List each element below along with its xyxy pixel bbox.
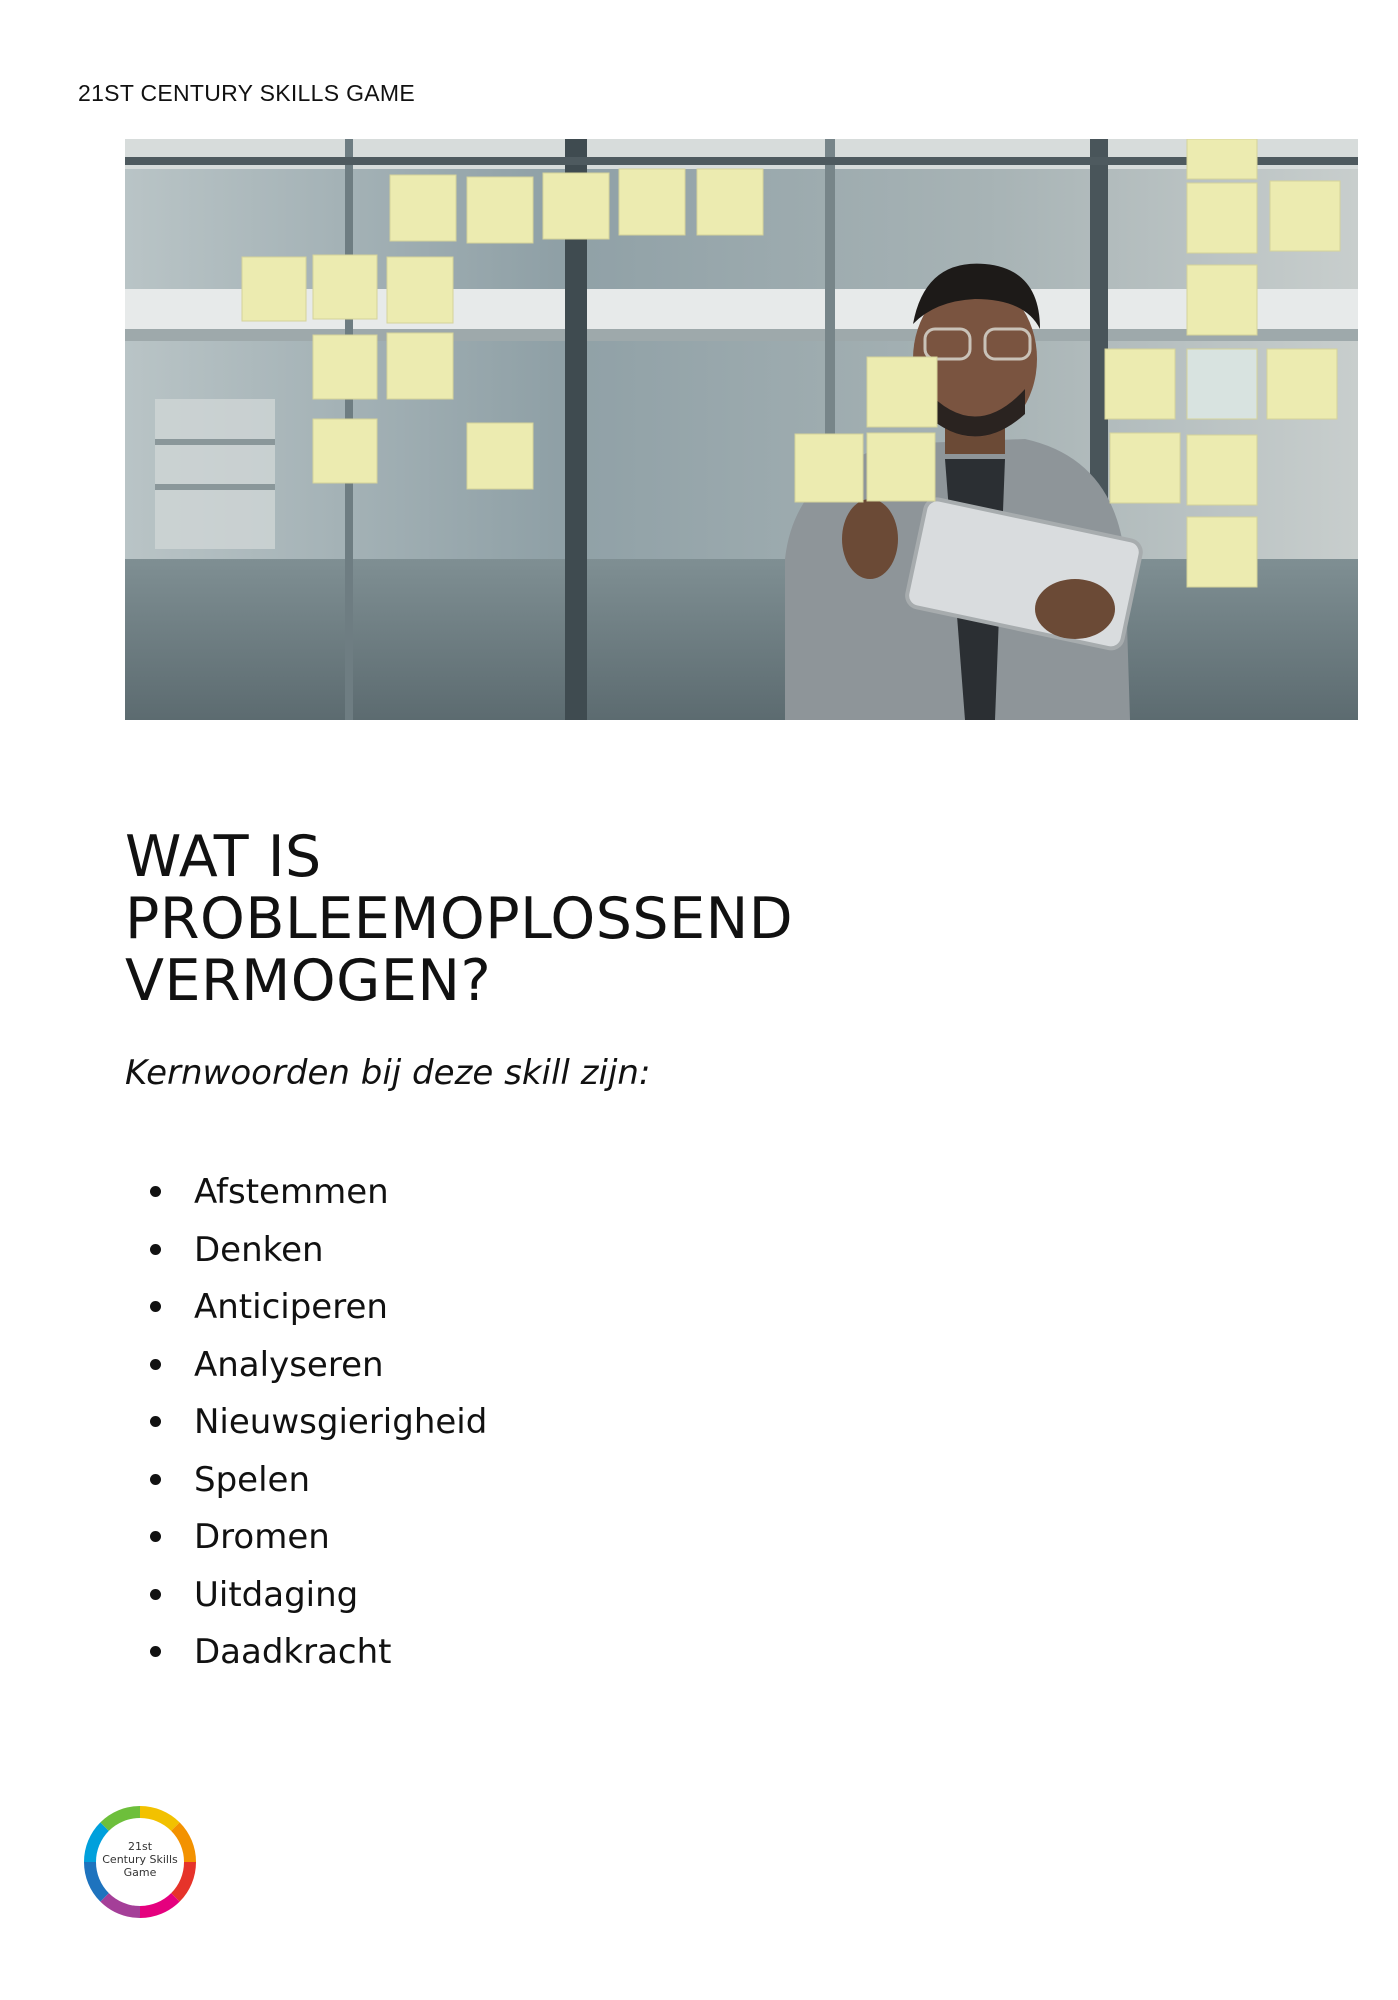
keyword-list	[125, 1168, 487, 1686]
title-line-1: WAT IS	[125, 824, 322, 890]
photo-illustration	[125, 139, 1358, 720]
list-item	[125, 1341, 487, 1399]
bullet-icon	[150, 1646, 161, 1657]
list-item	[125, 1513, 487, 1571]
list-item	[125, 1226, 487, 1284]
keyword-label: Uitdaging	[194, 1574, 359, 1615]
logo-line-1: 21st	[127, 1840, 153, 1853]
hero-photo	[125, 139, 1358, 720]
list-item	[125, 1628, 487, 1686]
keyword-label: Dromen	[194, 1517, 330, 1557]
keyword-label: Afstemmen	[194, 1172, 389, 1212]
logo-line-3: Game	[123, 1866, 157, 1879]
keyword-label: Nieuwsgierigheid	[194, 1402, 488, 1442]
keyword-label: Daadkracht	[194, 1632, 392, 1672]
list-item	[125, 1398, 487, 1456]
bullet-icon	[150, 1474, 161, 1485]
bullet-icon	[150, 1589, 161, 1600]
list-item	[125, 1283, 487, 1341]
list-item	[125, 1456, 487, 1514]
keyword-label: Anticiperen	[194, 1287, 388, 1327]
bullet-icon	[150, 1301, 161, 1312]
bullet-icon	[150, 1359, 161, 1370]
list-item	[125, 1168, 487, 1226]
title-line-2: PROBLEEMOPLOSSEND	[125, 886, 794, 952]
logo-text	[84, 1840, 196, 1879]
keyword-label: Analyseren	[194, 1344, 384, 1385]
bullet-icon	[150, 1186, 161, 1197]
bullet-icon	[150, 1244, 161, 1255]
document-header: 21ST CENTURY SKILLS GAME	[78, 80, 415, 106]
subtitle: Kernwoorden bij deze skill zijn:	[125, 1053, 651, 1093]
list-item	[125, 1571, 487, 1629]
bullet-icon	[150, 1531, 161, 1542]
logo-line-2: Century Skills	[102, 1853, 178, 1866]
keyword-label: Denken	[194, 1229, 324, 1270]
title-line-3: VERMOGEN?	[125, 948, 492, 1014]
page-title	[125, 826, 1025, 1012]
keyword-label: Spelen	[194, 1459, 310, 1500]
game-logo	[84, 1806, 196, 1918]
bullet-icon	[150, 1416, 161, 1427]
